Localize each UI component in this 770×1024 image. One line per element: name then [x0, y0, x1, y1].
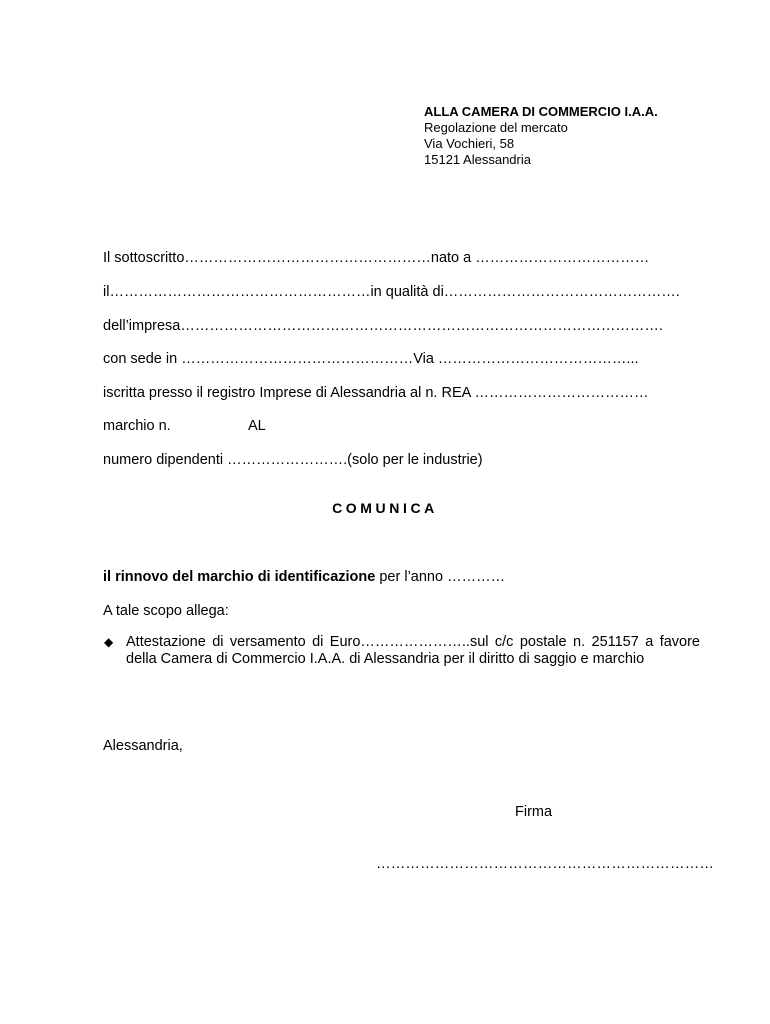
recipient-city: 15121 Alessandria: [424, 152, 531, 167]
attachment-text: Attestazione di versamento di Euro…………………..sul c/c postale n. 251157 a favore della Camera di Commercio I.A.A. di Alessandria per il diritto di saggio e marchio: [126, 634, 700, 667]
form-line-mark-value: AL: [248, 418, 266, 434]
place-date: Alessandria,: [103, 738, 183, 754]
recipient-address: [424, 104, 658, 168]
renewal-bold: il rinnovo del marchio di identificazione: [103, 569, 376, 585]
signature-line: ……………………………………………………………: [376, 856, 715, 872]
renewal-year: per l’anno …………: [375, 569, 506, 585]
recipient-name: ALLA CAMERA DI COMMERCIO I.A.A.: [424, 104, 658, 119]
form-line-role: il………………………………………………in qualità di………………………………………….: [103, 284, 680, 300]
form-line-seat: con sede in …………………………………………Via …………………………………...: [103, 351, 639, 367]
allega-line: A tale scopo allega:: [103, 603, 229, 619]
form-line-name: Il sottoscritto……………………………………………nato a ………………………………: [103, 250, 650, 266]
recipient-street: Via Vochieri, 58: [424, 136, 515, 151]
form-line-rea: iscritta presso il registro Imprese di Alessandria al n. REA ………………………………: [103, 385, 649, 401]
form-line-mark-label: marchio n.: [103, 418, 171, 434]
heading-comunica: COMUNICA: [332, 500, 438, 516]
renewal-line: [103, 569, 505, 586]
signature-label: Firma: [515, 804, 553, 820]
recipient-office: Regolazione del mercato: [424, 120, 568, 135]
form-line-employees: numero dipendenti …………………….(solo per le industrie): [103, 452, 483, 468]
diamond-bullet-icon: ◆: [104, 635, 114, 649]
form-line-company: dell’impresa……………………………………………………………………………………….: [103, 318, 663, 334]
